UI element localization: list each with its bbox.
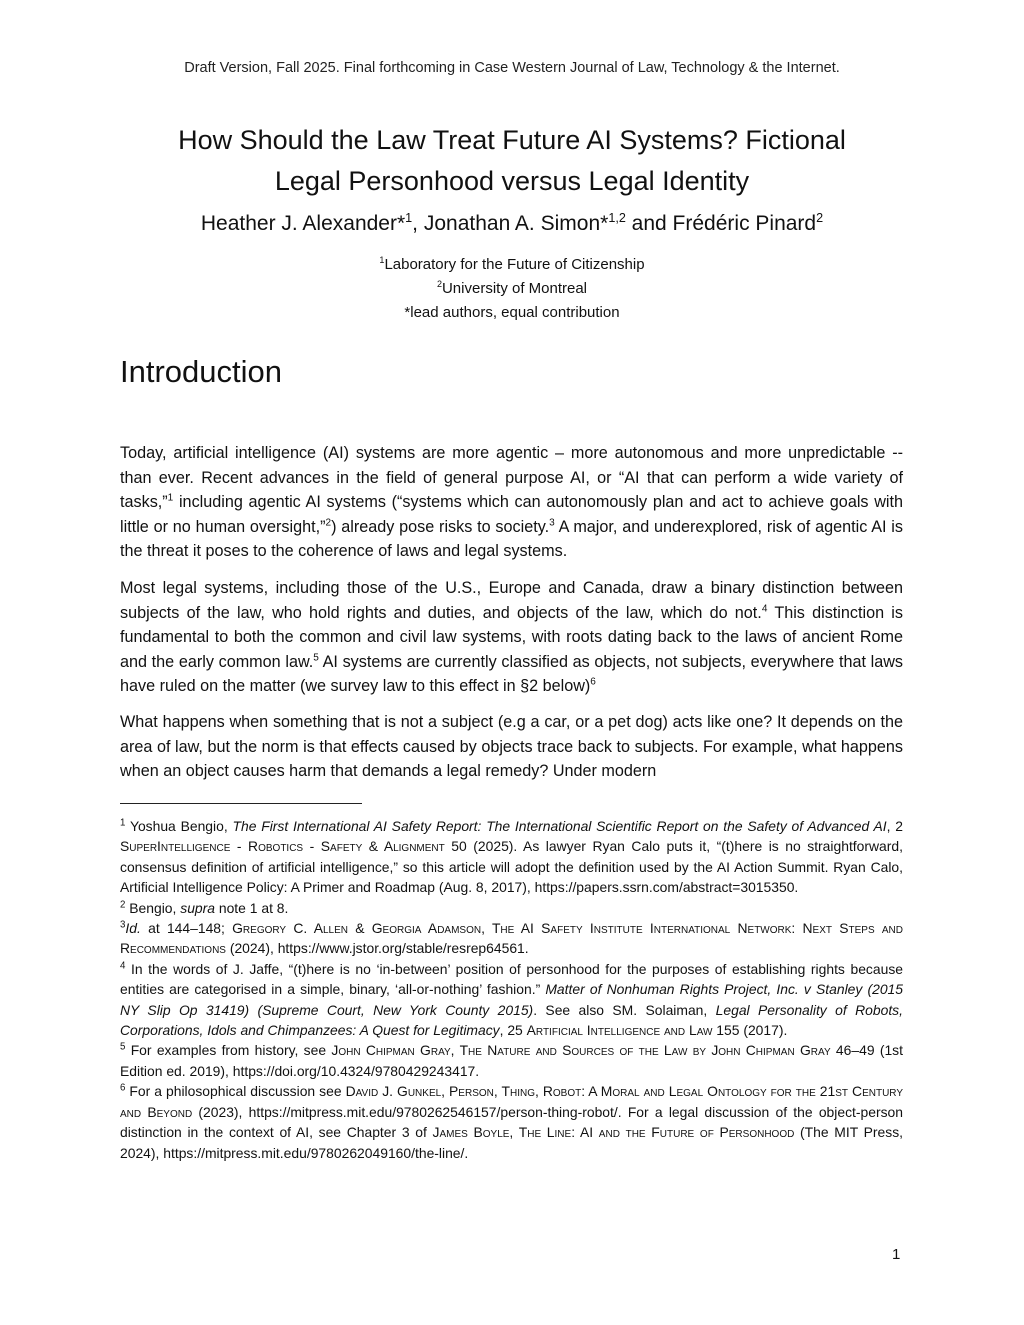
footnote-ref[interactable]: 4 [761,603,768,615]
footnote-ref[interactable]: 5 [313,652,319,664]
title-line-1: How Should the Law Treat Future AI Systems? Fictional [178,125,846,155]
page-number: 1 [892,1246,901,1263]
footnote-ref[interactable]: 6 [590,676,596,688]
footnote-2: $^2$ Bengio, supra note 1 at 8. [120,899,289,916]
author-separator: , [412,212,424,235]
author-affiliation-marker: 1,2 [608,211,626,225]
title-line-2: Legal Personhood versus Legal Identity [274,166,750,196]
author-list [120,212,904,236]
draft-header-note: Draft Version, Fall 2025. Final forthcoming in Case Western Journal of Law, Technology & the Internet. [184,60,840,76]
footnote-6: $^6$ For a philosophical discussion see David J. Gunkel, Person, Thing, Robot: A Moral and Legal Ontology for the 21st Century and Beyond (2023), https://mitpress.mit.edu/9780262546157/person-thing-robot/. For a legal discussion of the object-person distinction in the context of AI, see Chapter 3 of James Boyle, The Line: AI and the Future of Personhood (The MIT Press, 2024), https://mitpress.mit.edu/9780262049160/the-line/. [120,1082,903,1161]
footnote-5: $^5$ For examples from history, see John Chipman Gray, The Nature and Sources of the Law by John Chipman Gray 46–49 (1st Edition ed. 2019), https://doi.org/10.4324/9780429243417. [120,1041,903,1079]
author-pinard: Frédéric Pinard [672,212,817,235]
author-separator: and [625,212,673,235]
author-simon: Jonathan A. Simon* [423,212,609,235]
footnote-1: $^1$ Yoshua Bengio, The First International AI Safety Report: The International Scientific Report on the Safety of Advanced AI, 2 SuperIntelligence - Robotics - Safety & Alignment 50 (2025). As lawyer Ryan Calo puts it, “(t)here is no straightforward, consensus definition of artificial intelligence,” so this article will adopt the definition used by the AI Action Summit. Ryan Calo, Artificial Intelligence Policy: A Primer and Roadmap (Aug. 8, 2017), https://papers.ssrn.com/abstract=3015350. [120,817,903,896]
paper-title [120,120,904,202]
author-affiliation-marker: 2 [816,211,824,225]
footnote-divider [120,803,362,804]
author-affiliation-marker: 1 [405,211,413,225]
body-paragraph-3: What happens when something that is not a subject (e.g a car, or a pet dog) acts like one? It depends on the area of law, but the norm is that effects caused by objects trace back to subjects. For example, what happens when an object causes harm that demands a legal remedy? Under modern [120,713,903,780]
section-heading-introduction: Introduction [120,354,282,389]
author-alexander: Heather J. Alexander* [200,212,406,235]
equal-contribution-note: *lead authors, equal contribution [404,304,620,321]
footnote-3: $^3$Id. at 144–148; Gregory C. Allen & Georgia Adamson, The AI Safety Institute International Network: Next Steps and Recommendations (2024), https://www.jstor.org/stable/resrep64561. [120,919,903,957]
footnote-ref[interactable]: 3 [549,517,555,529]
body-paragraph-1: Today, artificial intelligence (AI) systems are more agentic – more autonomous and more unpredictable -- than ever. Recent advances in the field of general purpose AI, or “AI that can perform a wide variety of tasks,”$^1$ including agentic AI systems (“systems which can autonomously plan and act to achieve goals with little or no human oversight,”$^2$) already pose risks to society.$^3$ A major, and underexplored, risk of agentic AI is the threat it poses to the coherence of laws and legal systems. [120,444,903,560]
footnote-4: $^4$ In the words of J. Jaffe, “(t)here is no ‘in-between’ position of personhood for the purposes of establishing rights because entities are categorised in a simple, binary, ‘all-or-nothing’ fashion.” Matter of Nonhuman Rights Project, Inc. v Stanley (2015 NY Slip Op 31419) (Supreme Court, New York County 2015). See also SM. Solaiman, Legal Personality of Robots, Corporations, Idols and Chimpanzees: A Quest for Legitimacy, 25 Artificial Intelligence and Law 155 (2017). [120,960,903,1039]
affiliation-2: $^2$University of Montreal [436,279,588,297]
body-paragraph-2: Most legal systems, including those of the U.S., Europe and Canada, draw a binary distinction between subjects of the law, who hold rights and duties, and objects of the law, which do not.$^4$ This distinction is fundamental to both the common and civil law systems, with roots dating back to the laws of ancient Rome and the early common law.$^5$ AI systems are currently classified as objects, not subjects, everywhere that laws have ruled on the matter (we survey law to this effect in §2 below)$^6$ [120,579,903,695]
affiliation-1: $^1$Laboratory for the Future of Citizenship [379,255,645,273]
footnotes [120,816,903,1163]
footnote-ref[interactable]: 1 [167,492,174,504]
footnote-ref[interactable]: 2 [325,517,332,529]
